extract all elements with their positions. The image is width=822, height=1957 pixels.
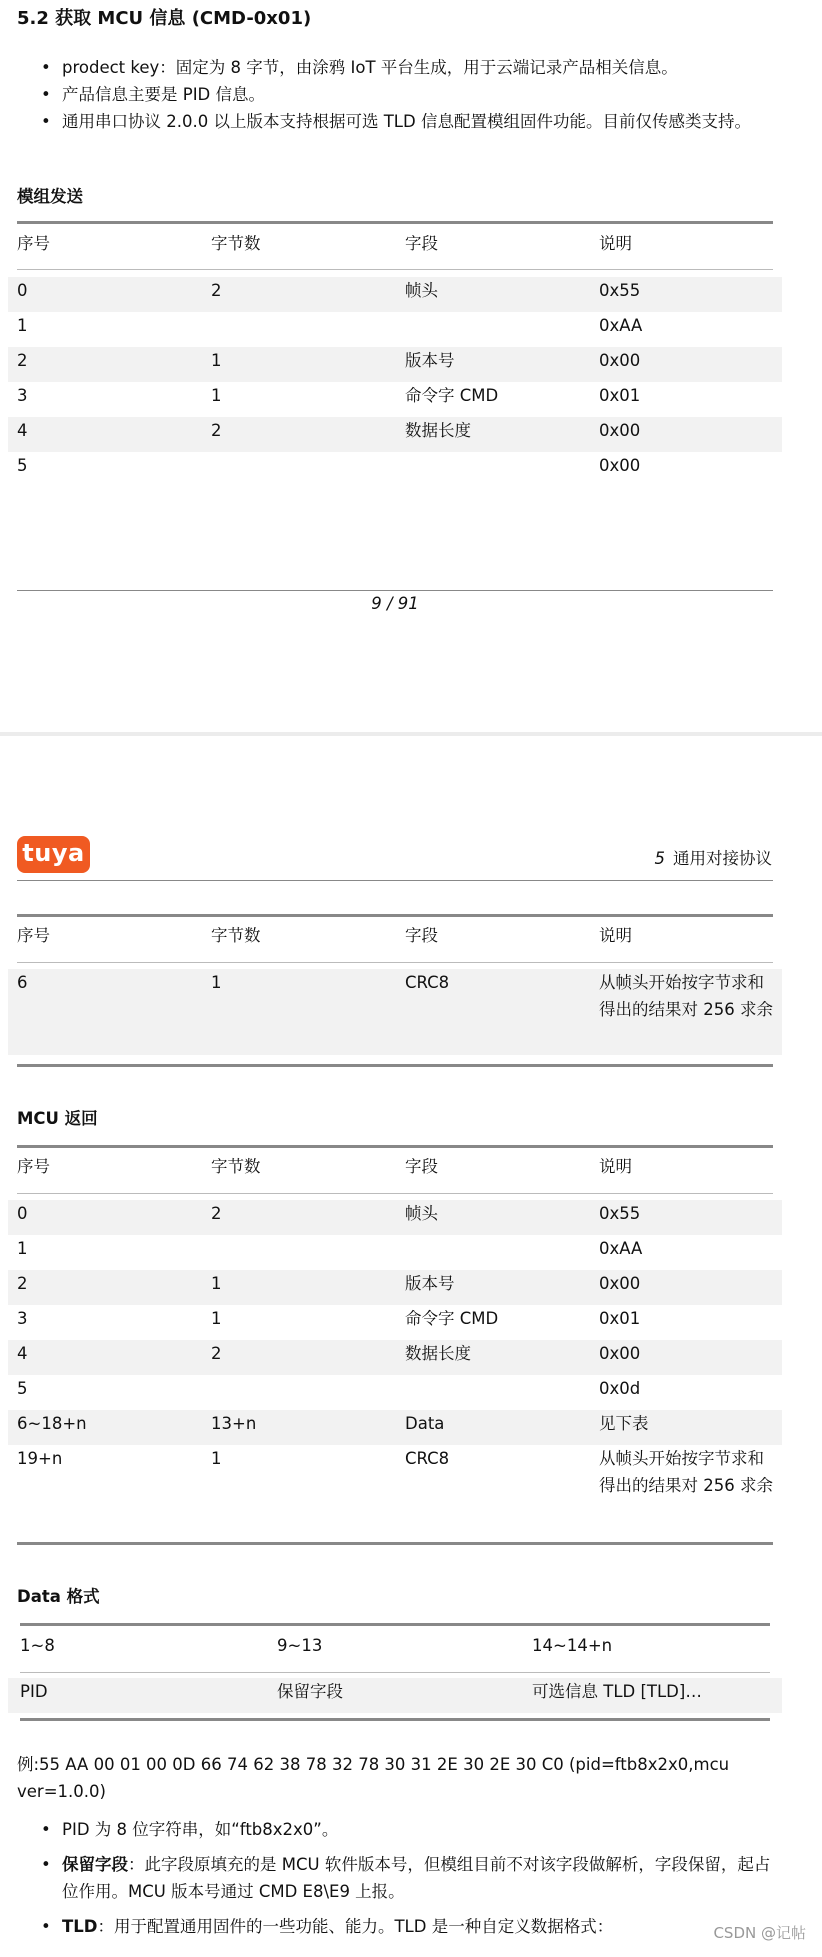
table-row — [8, 1678, 782, 1713]
table-cell: 0x55 — [599, 1204, 641, 1223]
table-top-rule — [17, 221, 773, 224]
table-cell: 0x00 — [599, 1274, 641, 1293]
header-cell: 序号 — [17, 1157, 50, 1176]
table-row — [8, 382, 782, 417]
table-cell: 0x0d — [599, 1379, 641, 1398]
table-row — [8, 1445, 782, 1531]
table-cell: 13+n — [211, 1414, 257, 1433]
bullet-text: ：此字段原填充的是 MCU 软件版本号，但模组目前不对该字段做解析，字段保留，起占位作用。MCU 版本号通过 CMD E8\E9 上报。 — [62, 1855, 771, 1901]
table-cell: 19+n — [17, 1449, 63, 1468]
table-bottom-rule — [20, 1718, 770, 1721]
header-divider — [20, 1672, 770, 1673]
header-rule — [17, 880, 773, 881]
table-cell: 命令字 CMD — [405, 386, 499, 405]
chapter-header — [655, 845, 773, 869]
document-page-9 — [0, 0, 822, 732]
intro-bullet-list — [17, 54, 777, 135]
table-cell: 1 — [17, 316, 28, 335]
table-bottom-rule — [17, 1064, 773, 1067]
table-cell: Data — [405, 1414, 445, 1433]
data-format-title: Data 格式 — [17, 1587, 100, 1606]
table-cell: 2 — [17, 351, 28, 370]
section-heading: 5.2 获取 MCU 信息 (CMD-0x01) — [17, 8, 312, 29]
table-cell: 2 — [17, 1274, 28, 1293]
table-cell: 帧头 — [405, 1204, 438, 1223]
table-cell: 0 — [17, 1204, 28, 1223]
bullet-bold: TLD — [62, 1917, 98, 1936]
table-cell: 版本号 — [405, 351, 455, 370]
bullet-text: PID 为 8 位字符串，如“ftb8x2x0”。 — [62, 1820, 339, 1839]
table-cell: 从帧头开始按字节求和得出的结果对 256 求余 — [599, 973, 773, 1019]
table-cell: 数据长度 — [405, 421, 471, 440]
table-row — [8, 1235, 782, 1270]
table-cell: 3 — [17, 1309, 28, 1328]
table-top-rule — [17, 914, 773, 917]
table-cell: PID — [20, 1682, 48, 1701]
header-cell: 字段 — [405, 234, 438, 253]
table-cell: 数据长度 — [405, 1344, 471, 1363]
table-cell: 2 — [211, 1204, 222, 1223]
table-row — [8, 1270, 782, 1305]
table-cell: 6 — [17, 973, 28, 992]
table-cell: 可选信息 TLD [TLD]… — [532, 1682, 702, 1701]
table-cell: 1 — [211, 1274, 222, 1293]
bullet-item — [17, 1851, 777, 1905]
table-cell: 0x01 — [599, 386, 641, 405]
table-cell: 帧头 — [405, 281, 438, 300]
header-cell: 序号 — [17, 234, 50, 253]
table-cell: 版本号 — [405, 1274, 455, 1293]
table-cell: 1 — [17, 1239, 28, 1258]
header-cell: 说明 — [599, 1157, 632, 1176]
watermark: CSDN @记帖 — [713, 1924, 806, 1942]
header-cell: 字节数 — [211, 926, 261, 945]
header-cell: 字段 — [405, 926, 438, 945]
document-page-10 — [0, 736, 822, 1957]
bullet-item: • 通用串口协议 2.0.0 以上版本支持根据可选 TLD 信息配置模组固件功能。目前仅传感类支持。 — [17, 108, 777, 135]
table-row — [8, 1340, 782, 1375]
header-cell: 说明 — [599, 926, 632, 945]
table-cell: 0x00 — [599, 1344, 641, 1363]
header-cell: 序号 — [17, 926, 50, 945]
table-top-rule — [17, 1145, 773, 1148]
bullet-item: • 产品信息主要是 PID 信息。 — [17, 81, 777, 108]
table-cell: 2 — [211, 281, 222, 300]
table-cell: 保留字段 — [277, 1682, 343, 1701]
table-row — [8, 969, 782, 1055]
table-cell: 0x01 — [599, 1309, 641, 1328]
table-row — [8, 1200, 782, 1235]
table-row — [8, 452, 782, 487]
bullet-item: • prodect key：固定为 8 字节，由涂鸦 IoT 平台生成，用于云端记录产品相关信息。 — [17, 54, 777, 81]
table-cell: 0x00 — [599, 421, 641, 440]
table-cell: 1 — [211, 351, 222, 370]
table-cell: 1 — [211, 973, 222, 992]
table-cell: 1 — [211, 386, 222, 405]
table-cell: 5 — [17, 1379, 28, 1398]
bullet-text: ：用于配置通用固件的一些功能、能力。TLD 是一种自定义数据格式： — [97, 1917, 614, 1936]
table-cell: 4 — [17, 421, 28, 440]
table-row — [8, 1410, 782, 1445]
chapter-number: 5 — [654, 849, 665, 868]
header-cell: 字段 — [405, 1157, 438, 1176]
table-cell: 0xAA — [599, 316, 643, 335]
table-cell: CRC8 — [405, 973, 450, 992]
table-header-row — [8, 1153, 782, 1188]
table-cell: 见下表 — [599, 1414, 649, 1433]
table-cell: 0x55 — [599, 281, 641, 300]
table-row — [8, 347, 782, 382]
header-divider — [17, 1193, 773, 1194]
table-header-row — [8, 230, 782, 265]
table-cell: 2 — [211, 421, 222, 440]
table-cell: 0x00 — [599, 351, 641, 370]
table-cell: 1 — [211, 1309, 222, 1328]
table-row — [8, 1305, 782, 1340]
table-row — [8, 417, 782, 452]
bullet-bold: 保留字段 — [62, 1855, 128, 1874]
module-send-title: 模组发送 — [17, 187, 83, 206]
header-divider — [17, 962, 773, 963]
table-cell: 6~18+n — [17, 1414, 87, 1433]
header-cell: 说明 — [599, 234, 632, 253]
footer-rule — [17, 590, 773, 591]
table-row — [8, 1375, 782, 1410]
table-bottom-rule — [17, 1542, 773, 1545]
table-cell: 命令字 CMD — [405, 1309, 499, 1328]
bullet-item — [17, 1816, 777, 1843]
notes-bullet-list — [17, 1816, 777, 1940]
table-cell: 0 — [17, 281, 28, 300]
table-cell: 2 — [211, 1344, 222, 1363]
table-cell: CRC8 — [405, 1449, 450, 1468]
table-cell: 1 — [211, 1449, 222, 1468]
table-header-row — [8, 922, 782, 957]
mcu-return-title: MCU 返回 — [17, 1109, 98, 1128]
header-cell: 14~14+n — [532, 1636, 613, 1655]
table-cell: 从帧头开始按字节求和得出的结果对 256 求余 — [599, 1449, 773, 1495]
tuya-logo: tuya — [17, 836, 90, 873]
example-text: 例:55 AA 00 01 00 0D 66 74 62 38 78 32 78 30 31 2E 30 2E 30 C0 (pid=ftb8x2x0,mcu ver=1.0.0) — [17, 1755, 730, 1801]
bullet-item — [17, 1913, 777, 1940]
table-cell: 3 — [17, 386, 28, 405]
table-row — [8, 312, 782, 347]
header-cell: 字节数 — [211, 1157, 261, 1176]
table-cell: 4 — [17, 1344, 28, 1363]
chapter-title: 通用对接协议 — [673, 849, 772, 868]
table-top-rule — [20, 1623, 770, 1626]
page-number: 9 / 91 — [371, 594, 419, 613]
header-divider — [17, 269, 773, 270]
table-header-row — [8, 1632, 782, 1667]
table-cell: 0xAA — [599, 1239, 643, 1258]
header-cell: 9~13 — [277, 1636, 323, 1655]
table-cell: 0x00 — [599, 456, 641, 475]
table-row — [8, 277, 782, 312]
header-cell: 字节数 — [211, 234, 261, 253]
table-cell: 5 — [17, 456, 28, 475]
header-cell: 1~8 — [20, 1636, 55, 1655]
